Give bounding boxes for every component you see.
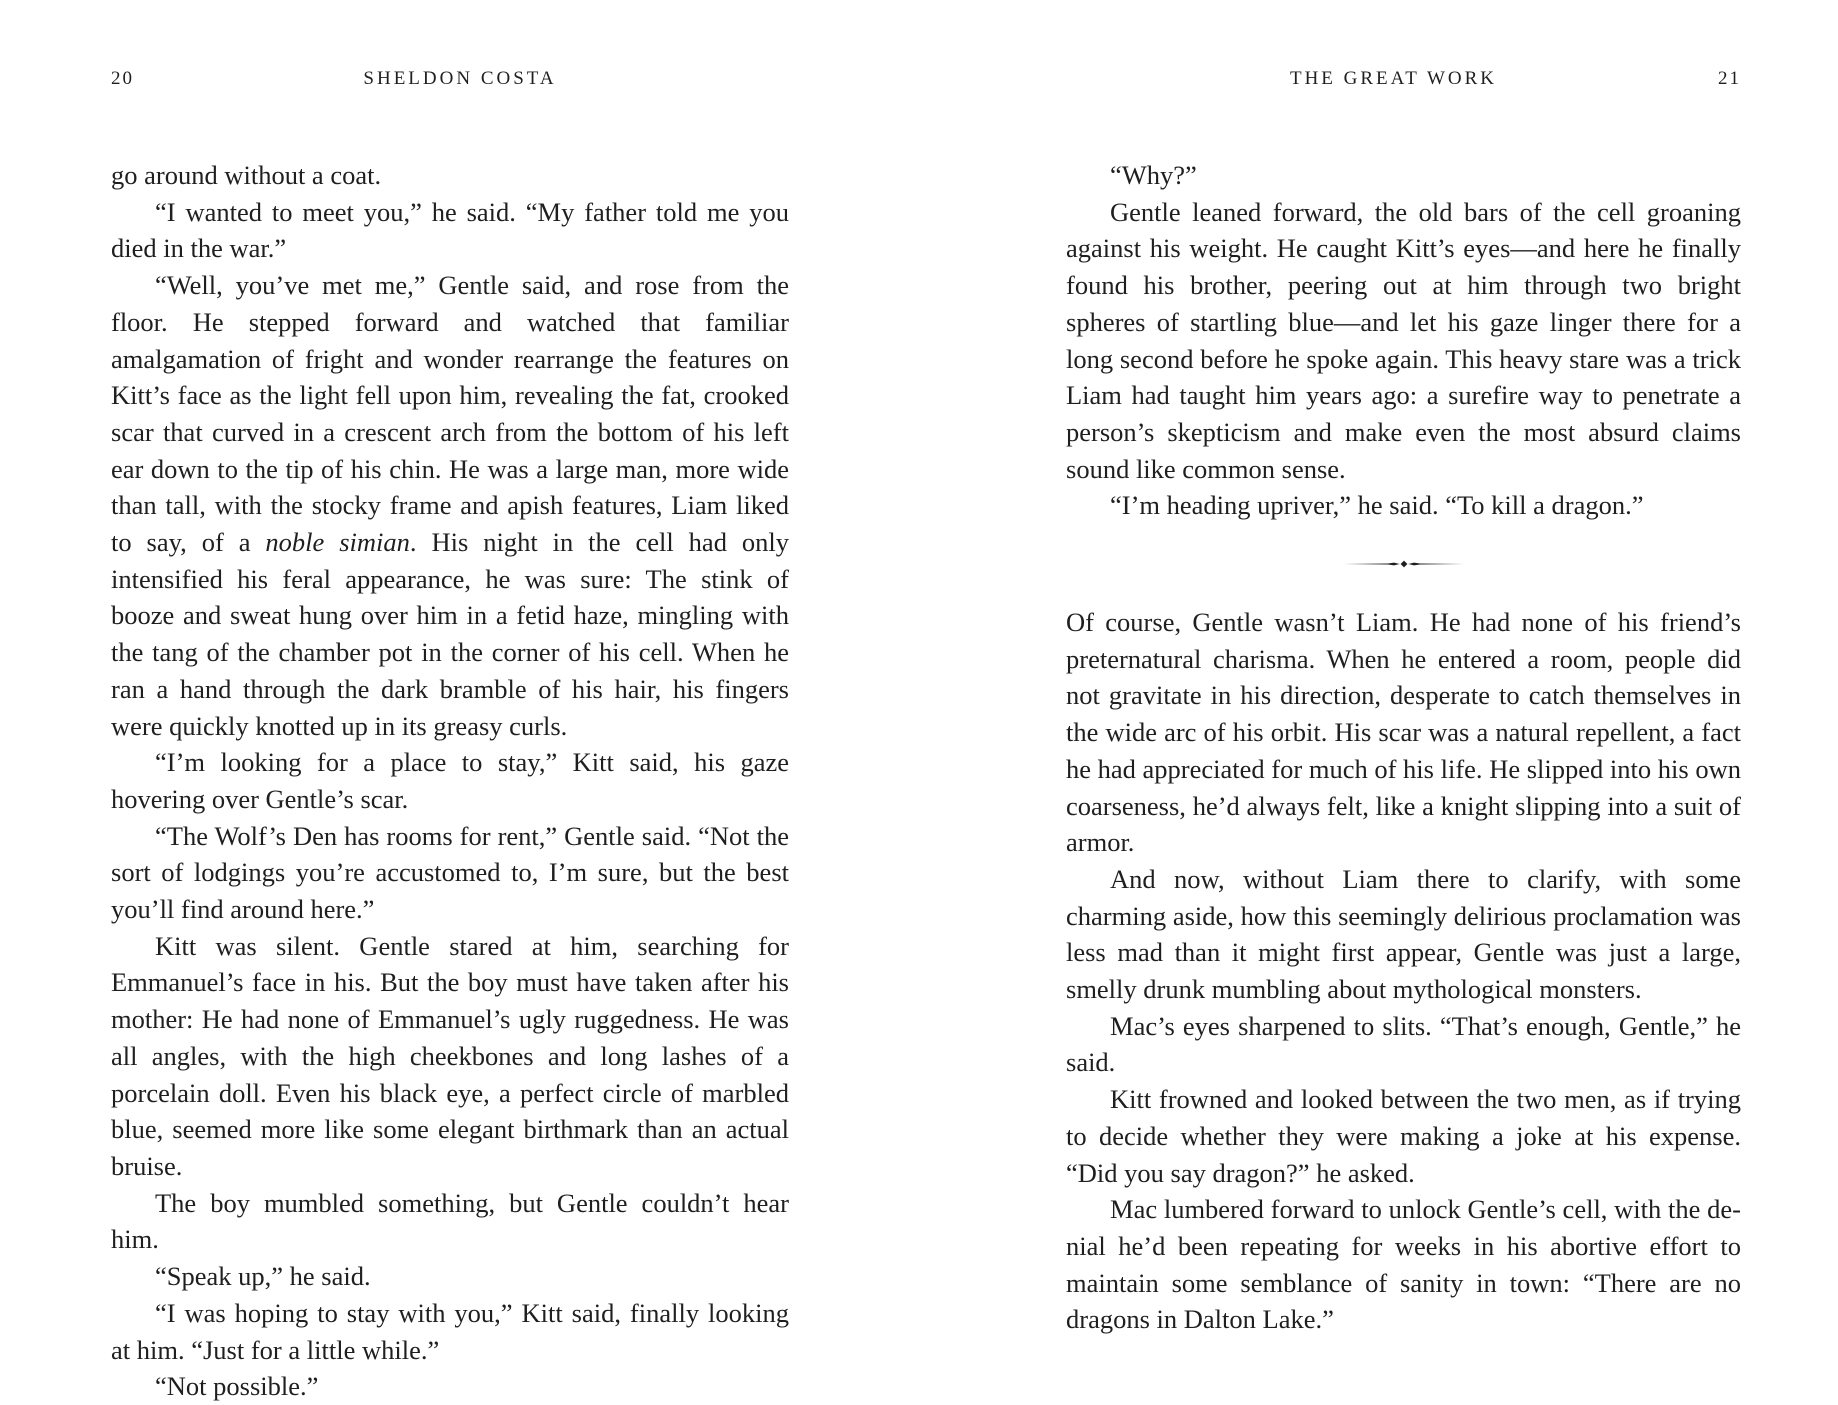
paragraph: Mac’s eyes sharpened to slits. “That’s enough, Gentle,” he said. <box>1066 1010 1741 1078</box>
paragraph: Kitt frowned and looked between the two men, as if trying to decide whether they were making a joke at his expense. “Did you say dragon?” he asked. <box>1066 1084 1741 1188</box>
paragraph: “Speak up,” he said. <box>155 1261 371 1292</box>
paragraph: Gentle leaned forward, the old bars of the cell groaning against his weight. He caught Kitt’s eyes—and here he finally found his brother, peering out at him through two bright spheres of startling blue—and let his gaze linger there for a long second before he spoke again. This heavy stare was a trick Liam had taught him years ago: a surefire way to penetrate a person’s skepticism and make even the most absurd claims sound like common sense. <box>1066 196 1741 484</box>
paragraph: And now, without Liam there to clarify, with some charming aside, how this seemingly delirious proclamation was less mad than it might first appear, Gentle was just a large, smelly drunk mumbling about mythological monsters. <box>1066 863 1741 1005</box>
page-number: 21 <box>1718 68 1741 89</box>
paragraph: “Why?” <box>1110 160 1197 190</box>
paragraph: The boy mumbled something, but Gentle couldn’t hear him. <box>111 1187 789 1255</box>
paragraph: Kitt was silent. Gentle stared at him, searching for Emmanuel’s face in his. But the boy must have taken after his mother: He had none of Emmanuel’s ugly ruggedness. He was all angles, with the high cheekbones and long lashes of a porcelain doll. Even his black eye, a perfect circle of marbled blue, seemed more like some elegant birthmark than an actual bruise. <box>111 930 789 1181</box>
paragraph: “I’m heading upriver,” he said. “To kill a dragon.” <box>1110 490 1644 521</box>
paragraph: go around without a coat. <box>111 160 382 190</box>
right-running-head <box>1066 68 1741 98</box>
left-page <box>111 0 789 1400</box>
left-running-head <box>111 68 789 98</box>
book-title-header: THE GREAT WORK <box>1289 68 1498 89</box>
section-break-ornament-icon <box>1066 524 1741 604</box>
paragraph: Of course, Gentle wasn’t Liam. He had none of his friend’s preternatural charisma. When he entered a room, people did not gravitate in his direction, desperate to catch themselves in the wide arc of his orbit. His scar was a natural repellent, a fact he had appreciated for much of his life. He slipped into his own coarseness, he’d always felt, like a knight slipping into a suit of armor. <box>1066 607 1741 858</box>
paragraph: “I wanted to meet you,” he said. “My father told me you died in the war.” <box>111 196 789 264</box>
paragraph-text: “Well, you’ve met me,” Gentle said, and rose from the floor. He stepped forward and watched that familiar amalgamation of fright and wonder rearrange the features on Kitt’s face as the light fell upon him, revealing the fat, crooked scar that curved in a crescent arch from the bottom of his left ear down to the tip of his chin. He was a large man, more wide than tall, with the stocky frame and apish features, Liam liked to say, of a <box>111 270 789 558</box>
paragraph: “I was hoping to stay with you,” Kitt said, finally looking at him. “Just for a little while.” <box>111 1297 789 1365</box>
right-body-text <box>1066 157 1741 1338</box>
paragraph: “The Wolf’s Den has rooms for rent,” Gentle said. “Not the sort of lodgings you’re accustomed to, I’m sure, but the best you’ll find around here.” <box>111 820 789 925</box>
paragraph-text: . His night in the cell had only intensified his feral appearance, he was sure: The stink of booze and sweat hung over him in a fetid haze, mingling with the tang of the chamber pot in the corner of his cell. When he ran a hand through the dark bramble of his hair, his fingers were quickly knotted up in its greasy curls. <box>111 527 789 741</box>
right-page <box>1066 0 1741 1400</box>
left-body-text <box>111 157 789 1405</box>
paragraph: Mac lumbered forward to unlock Gentle’s cell, with the denial he’d been repeating for weeks in his abortive effort to maintain some semblance of sanity in town: “There are no dragons in Dalton Lake.” <box>1066 1194 1741 1335</box>
paragraph: “I’m looking for a place to stay,” Kitt said, his gaze hovering over Gentle’s scar. <box>111 747 789 814</box>
paragraph: “Not possible.” <box>155 1371 319 1402</box>
paragraph <box>111 267 789 744</box>
italic-phrase: noble simian <box>265 527 410 558</box>
page-number: 20 <box>111 68 134 89</box>
author-name-header: SHELDON COSTA <box>363 68 557 89</box>
